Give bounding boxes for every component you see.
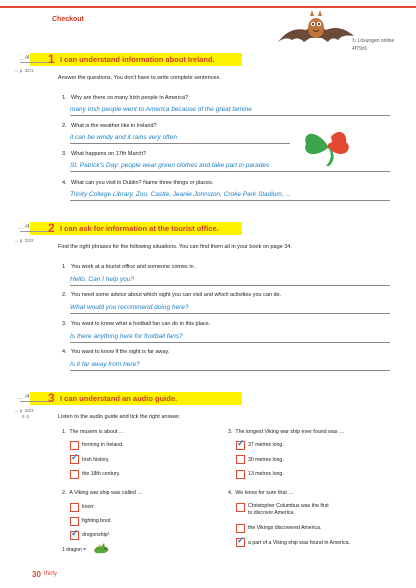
section-3-score: __ /4 <box>18 394 30 400</box>
mcq-1-question <box>62 429 124 435</box>
mcq-1-option-3: the 18th century. <box>82 471 121 477</box>
checkbox-checked[interactable] <box>236 535 245 547</box>
mcq-4-question <box>228 490 294 496</box>
section-1-score: __ /4 <box>18 55 30 61</box>
section-3-header <box>18 391 242 405</box>
question-number: 1. <box>62 429 67 435</box>
checkbox[interactable] <box>236 470 245 479</box>
answer-2-1[interactable]: Hello. Can I help you? <box>70 276 390 286</box>
section-1-header <box>18 52 242 66</box>
footnote: 1 dragon = <box>62 547 87 553</box>
section-3-number: 3 <box>48 391 55 405</box>
checkmark-icon: ✓ <box>237 535 245 545</box>
section-1-page-ref: → p. 32/1 <box>14 68 34 73</box>
question-text: You want to know what a football fan can do in this place. <box>71 321 211 327</box>
question-2-4 <box>62 349 169 355</box>
checkbox-checked[interactable] <box>70 528 79 540</box>
question-1-2 <box>62 123 157 129</box>
checkbox[interactable] <box>70 470 79 479</box>
question-number: 2. <box>62 292 67 298</box>
question-text: Why are there so many Irish people in America? <box>71 95 189 101</box>
checkbox-checked[interactable] <box>70 452 79 464</box>
question-number: 2. <box>62 123 67 129</box>
section-2-page-ref: → p. 32/2 <box>14 238 34 243</box>
checkbox[interactable] <box>236 503 245 512</box>
page-number-word: thirty <box>44 571 58 577</box>
section-1-instruction: Answer the questions. You don't have to write complete sentences. <box>58 75 221 81</box>
answer-1-3[interactable]: St. Patrick's Day: people wear green clothes and take part in parades <box>70 162 390 172</box>
question-number: 3. <box>228 429 233 435</box>
section-1-number: 1 <box>48 52 55 66</box>
answer-1-4[interactable]: Trinity College Library, Zoo, Castle, Jeanie Johnston, Croke Park Stadium, ... <box>70 191 390 201</box>
section-label: Checkout <box>52 16 84 23</box>
question-text: We know for sure that … <box>235 490 294 496</box>
question-text: You need some advice about which sight you can visit and which activities you can do. <box>71 292 282 298</box>
mcq-2-option-2: fighting boot. <box>82 518 112 524</box>
question-text: The musem is about … <box>69 429 125 435</box>
checkbox[interactable] <box>70 517 79 526</box>
online-solutions-text: Lösungen online <box>357 38 395 44</box>
question-text: What happens on 17th March? <box>71 151 147 157</box>
mcq-2-question <box>62 490 143 496</box>
checkbox[interactable] <box>236 455 245 464</box>
section-2-number: 2 <box>48 221 55 235</box>
mcq-1-option-2: Irish history. <box>82 457 110 463</box>
question-number: 1. <box>62 264 67 270</box>
mcq-3-option-3: 13 metres long. <box>248 471 284 477</box>
checkbox[interactable] <box>236 524 245 533</box>
question-text: The longest Viking war ship ever found was … <box>235 429 345 435</box>
score-line <box>20 62 50 63</box>
checkbox[interactable] <box>70 441 79 450</box>
checkmark-icon: ✓ <box>71 528 79 538</box>
bat-mascot-icon <box>276 8 356 54</box>
mcq-3-option-2: 30 metres long. <box>248 457 284 463</box>
score-line <box>20 231 50 232</box>
mcq-4-option-2: the Vikings discovered America. <box>248 525 322 531</box>
section-2-header <box>18 221 242 235</box>
page-number: 30 <box>32 570 41 579</box>
mcq-1-option-1: forming in Ireland. <box>82 442 124 448</box>
mcq-2-option-3: drogonship¹ <box>82 532 110 538</box>
question-number: 2. <box>62 490 67 496</box>
online-code: 4f79c6 <box>352 46 368 52</box>
answer-2-4[interactable]: Is it far away from here? <box>70 361 390 371</box>
question-1-1 <box>62 95 188 101</box>
mcq-3-option-1: 37 metres long. <box>248 442 284 448</box>
question-2-3 <box>62 321 210 327</box>
dragon-icon <box>92 541 110 555</box>
checkmark-icon: ✓ <box>237 438 245 448</box>
answer-2-2[interactable]: What would you recommend doing here? <box>70 304 390 314</box>
section-1-title: I can understand information about Ireland. <box>60 55 215 64</box>
shamrock-flag-icon <box>296 122 360 170</box>
mcq-4-option-1-line-2: to discover America. <box>248 510 295 516</box>
question-number: 4. <box>62 349 67 355</box>
question-1-4 <box>62 180 213 186</box>
question-number: 3. <box>62 151 67 157</box>
question-text: What is the weather like in Ireland? <box>71 123 157 129</box>
section-2-title: I can ask for information at the tourist office. <box>60 224 219 233</box>
mcq-2-option-1: knorr. <box>82 504 95 510</box>
question-text: What can you visit in Dublin? Name three things or places. <box>71 180 214 186</box>
answer-1-1[interactable]: many Irish people went to America because of the great famine <box>70 106 390 116</box>
checkbox-checked[interactable] <box>236 438 245 450</box>
section-3-page-ref: → p. 33/3 <box>14 408 34 413</box>
section-2-score: __ /4 <box>18 224 30 230</box>
audio-track-ref: 5 ⊙ <box>22 414 30 419</box>
question-number: 1. <box>62 95 67 101</box>
question-2-2 <box>62 292 281 298</box>
question-text: A Viking war ship was called … <box>69 490 143 496</box>
online-solutions-label[interactable]: ↻ Lösungen online <box>352 38 395 44</box>
mcq-3-question <box>228 429 344 435</box>
score-line <box>20 401 50 402</box>
section-2-instruction: Find the right phrases for the following situations. You can find them all in your book on page 34. <box>58 244 292 250</box>
question-number: 4. <box>62 180 67 186</box>
mcq-4-option-3: a part of a Viking ship was found in America. <box>248 540 350 546</box>
question-number: 4. <box>228 490 233 496</box>
section-3-title: I can understand an audio guide. <box>60 394 178 403</box>
question-number: 3. <box>62 321 67 327</box>
answer-2-3[interactable]: Is there anything here for football fans? <box>70 333 390 343</box>
question-2-1 <box>62 264 195 270</box>
question-text: You work at a tourist office and someone comes in. <box>71 264 196 270</box>
answer-1-2[interactable]: it can be windy and it rains very often <box>70 134 290 144</box>
section-3-instruction: Listen to the audio guide and tick the right answer. <box>58 414 181 420</box>
mcq-4-option-1: Christopher Columbus was the first <box>248 503 329 509</box>
checkbox[interactable] <box>70 503 79 512</box>
checkmark-icon: ✓ <box>71 452 79 462</box>
question-text: You want to know if the sight is far away. <box>71 349 170 355</box>
question-1-3 <box>62 151 146 157</box>
